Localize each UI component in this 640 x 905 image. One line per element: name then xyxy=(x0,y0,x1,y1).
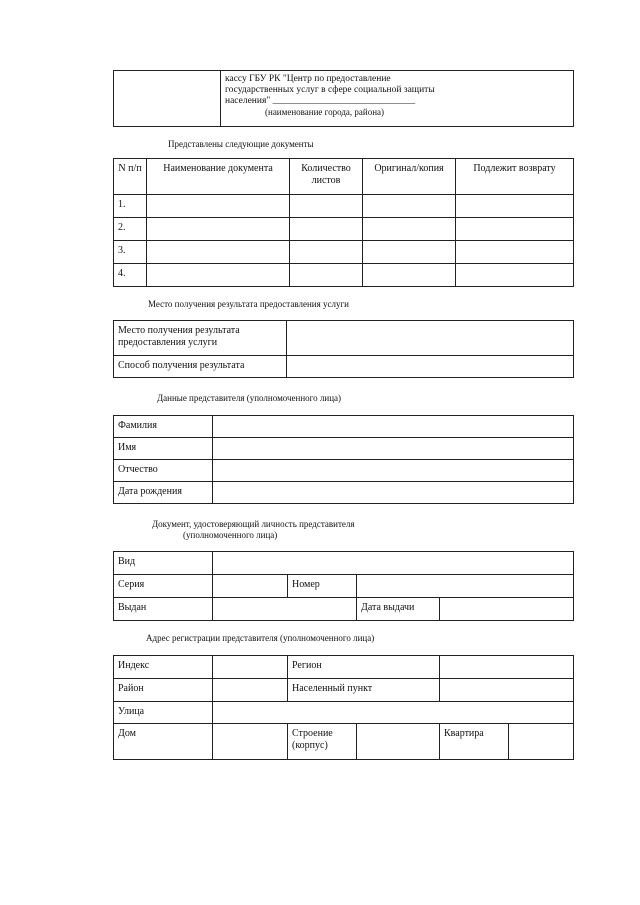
name-field[interactable] xyxy=(213,438,574,460)
result-table xyxy=(113,320,574,378)
patronymic-label: Отчество xyxy=(114,460,213,482)
id-document-caption-1: Документ, удостоверяющий личность представителя xyxy=(152,519,355,529)
region-field[interactable] xyxy=(440,656,574,679)
doc-series-label: Серия xyxy=(114,575,213,598)
header-line-2: государственных услуг в сфере социальной защиты xyxy=(225,85,435,95)
surname-field[interactable] xyxy=(213,416,574,438)
return-cell[interactable] xyxy=(456,195,574,218)
apartment-field[interactable] xyxy=(509,724,574,760)
doc-type-field[interactable] xyxy=(213,552,574,575)
doc-issued-label: Выдан xyxy=(114,598,213,621)
doc-type-label: Вид xyxy=(114,552,213,575)
region-label: Регион xyxy=(288,656,440,679)
return-cell[interactable] xyxy=(456,218,574,241)
col-name-header: Наименование документа xyxy=(147,159,290,195)
row-number: 4. xyxy=(114,264,147,287)
doc-series-field[interactable] xyxy=(213,575,288,598)
doc-number-field[interactable] xyxy=(357,575,574,598)
index-label: Индекс xyxy=(114,656,213,679)
sheets-cell[interactable] xyxy=(290,218,363,241)
result-method-label: Способ получения результата xyxy=(114,356,287,378)
sheets-cell[interactable] xyxy=(290,195,363,218)
id-document-caption-2: (уполномоченного лица) xyxy=(183,530,278,540)
surname-label: Фамилия xyxy=(114,416,213,438)
original-cell[interactable] xyxy=(363,218,456,241)
result-caption: Место получения результата предоставления услуги xyxy=(148,299,349,309)
header-right-cell xyxy=(221,71,574,127)
birthdate-label: Дата рождения xyxy=(114,482,213,504)
street-field[interactable] xyxy=(213,702,574,724)
result-place-label: Место получения результата предоставления услуги xyxy=(114,321,287,356)
return-cell[interactable] xyxy=(456,241,574,264)
representative-table xyxy=(113,415,574,504)
header-left-cell xyxy=(114,71,221,127)
name-label: Имя xyxy=(114,438,213,460)
applicant-header-table xyxy=(113,70,574,127)
locality-field[interactable] xyxy=(440,679,574,702)
sheets-cell[interactable] xyxy=(290,241,363,264)
row-number: 3. xyxy=(114,241,147,264)
document-name-cell[interactable] xyxy=(147,218,290,241)
sheets-cell[interactable] xyxy=(290,264,363,287)
col-original-header: Оригинал/копия xyxy=(363,159,456,195)
header-hint: (наименование города, района) xyxy=(265,107,385,117)
doc-issued-field[interactable] xyxy=(213,598,357,621)
address-caption: Адрес регистрации представителя (уполномоченного лица) xyxy=(146,633,375,643)
apartment-label: Квартира xyxy=(440,724,509,760)
return-cell[interactable] xyxy=(456,264,574,287)
street-label: Улица xyxy=(114,702,213,724)
district-field[interactable] xyxy=(213,679,288,702)
original-cell[interactable] xyxy=(363,241,456,264)
id-document-table xyxy=(113,551,574,621)
representative-caption: Данные представителя (уполномоченного лица) xyxy=(157,393,342,403)
building-field[interactable] xyxy=(357,724,440,760)
doc-issue-date-field[interactable] xyxy=(440,598,574,621)
row-number: 2. xyxy=(114,218,147,241)
document-name-cell[interactable] xyxy=(147,195,290,218)
header-line-1: кассу ГБУ РК "Центр по предоставление xyxy=(225,74,391,84)
col-return-header: Подлежит возврату xyxy=(456,159,574,195)
header-line-3: населения" ______________________________ xyxy=(225,96,416,106)
address-table xyxy=(113,655,574,760)
result-method-field[interactable] xyxy=(287,356,574,378)
documents-table xyxy=(113,158,574,287)
house-field[interactable] xyxy=(213,724,288,760)
patronymic-field[interactable] xyxy=(213,460,574,482)
doc-number-label: Номер xyxy=(288,575,357,598)
district-label: Район xyxy=(114,679,213,702)
doc-issue-date-label: Дата выдачи xyxy=(357,598,440,621)
document-name-cell[interactable] xyxy=(147,264,290,287)
original-cell[interactable] xyxy=(363,195,456,218)
building-label: Строение (корпус) xyxy=(288,724,357,760)
original-cell[interactable] xyxy=(363,264,456,287)
birthdate-field[interactable] xyxy=(213,482,574,504)
house-label: Дом xyxy=(114,724,213,760)
col-sheets-header: Количество листов xyxy=(290,159,363,195)
row-number: 1. xyxy=(114,195,147,218)
col-number-header: N п/п xyxy=(114,159,147,195)
index-field[interactable] xyxy=(213,656,288,679)
locality-label: Населенный пункт xyxy=(288,679,440,702)
document-name-cell[interactable] xyxy=(147,241,290,264)
documents-caption: Представлены следующие документы xyxy=(168,139,314,149)
result-place-field[interactable] xyxy=(287,321,574,356)
